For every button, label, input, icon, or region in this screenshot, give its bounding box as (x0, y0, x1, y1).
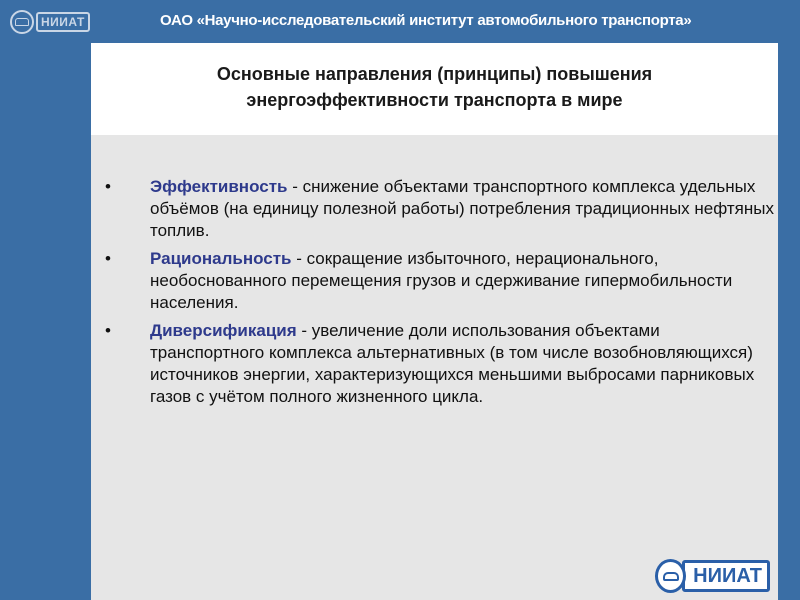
list-item-efficiency (105, 176, 775, 242)
bullet-icon: • (105, 249, 111, 268)
bullet-icon: • (105, 321, 111, 340)
term-efficiency: Эффективность (150, 177, 288, 196)
car-emblem-icon (10, 10, 34, 34)
organization-name: ОАО «Научно-исследовательский институт автомобильного транспорта» (160, 12, 692, 29)
term-rationality: Рациональность (150, 249, 292, 268)
description-diversification: - увеличение доли использования объектами транспортного комплекса альтернативных (в том числе возобновляющихся) источников энергии, характеризующихся меньшими выбросами парниковых газов с учётом полного жизненного цикла. (150, 321, 755, 406)
slide-title-line-1: Основные направления (принципы) повышения (216, 63, 653, 84)
description-rationality: - сокращение избыточного, нерационального, необоснованного перемещения грузов и сдерживание гипермобильности населения. (150, 249, 733, 312)
bullet-icon: • (105, 177, 111, 196)
list-item-rationality (105, 248, 775, 314)
list-item-diversification (105, 320, 775, 408)
principles-list (105, 176, 775, 414)
footer-logo (655, 558, 770, 594)
right-frame-bar (778, 0, 800, 600)
term-diversification: Диверсификация (150, 321, 297, 340)
left-frame-bar (0, 0, 91, 600)
car-emblem-icon (655, 559, 686, 593)
slide-title (91, 43, 778, 130)
slide-title-line-2: энергоэффективности транспорта в мире (246, 89, 623, 110)
description-efficiency: - снижение объектами транспортного комплекса удельных объёмов (на единицу полезной работы) потребления традиционных нефтяных топлив. (150, 177, 774, 240)
header-logo (10, 6, 90, 38)
header-logo-text: НИИАТ (36, 12, 90, 32)
footer-logo-text: НИИАТ (682, 560, 770, 592)
